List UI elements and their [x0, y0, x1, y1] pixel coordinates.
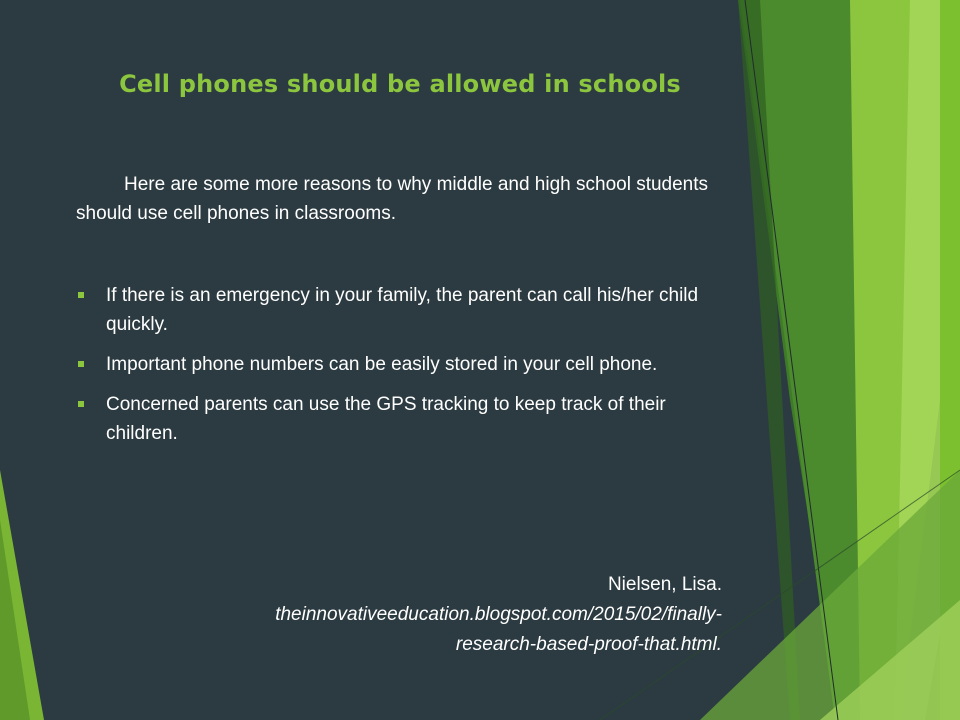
slide-title: Cell phones should be allowed in schools	[119, 70, 681, 98]
intro-paragraph: Here are some more reasons to why middle and high school students should use cell phones in classrooms.	[76, 174, 709, 224]
list-item	[76, 281, 726, 339]
reasons-list	[76, 281, 726, 459]
list-item-text: If there is an emergency in your family, the parent can call his/her child quickly.	[106, 285, 699, 335]
square-bullet-icon	[78, 292, 84, 298]
list-item	[76, 350, 726, 379]
citation	[140, 570, 722, 660]
list-item	[76, 390, 726, 448]
square-bullet-icon	[78, 361, 84, 367]
square-bullet-icon	[78, 401, 84, 407]
citation-url-line-2: research-based-proof-that.html.	[455, 634, 722, 655]
list-item-text: Concerned parents can use the GPS tracking to keep track of their children.	[106, 394, 666, 444]
citation-url-line-1: theinnovativeeducation.blogspot.com/2015/02/finally-	[275, 604, 722, 625]
citation-author: Nielsen, Lisa.	[607, 574, 722, 595]
list-item-text: Important phone numbers can be easily stored in your cell phone.	[106, 354, 658, 375]
